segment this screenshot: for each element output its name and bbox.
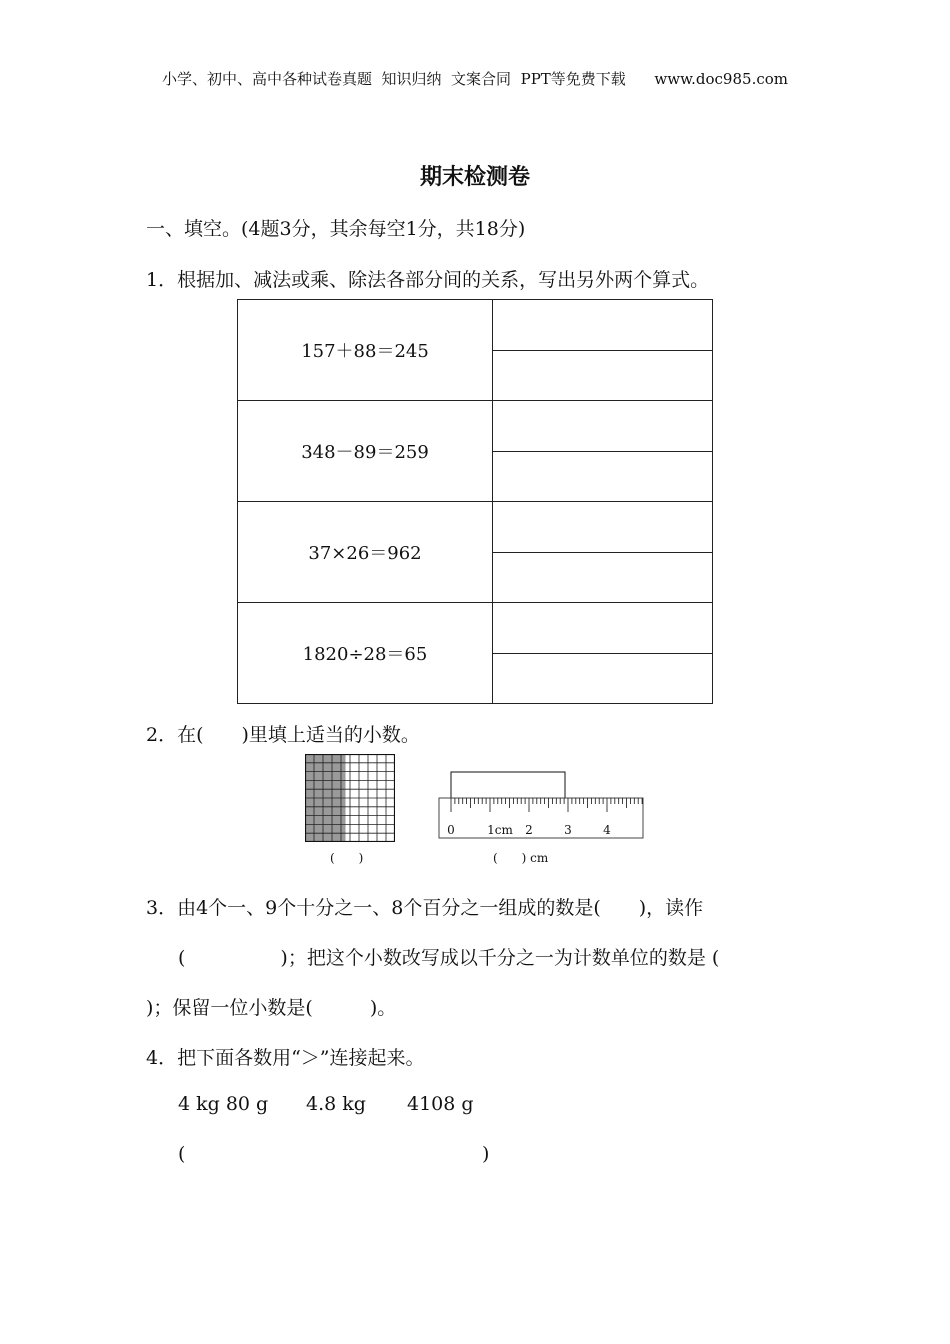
ruler-label: 0 [447,823,455,837]
answer-blank[interactable] [493,502,713,553]
ruler-answer-blank[interactable]: ( ) cm [493,851,549,865]
question-1-text: 1．根据加、减法或乘、除法各部分间的关系，写出另外两个算式。 [146,269,710,291]
answer-blank[interactable] [493,300,713,351]
ruler-label: 4 [603,823,611,837]
page-title: 期末检测卷 [419,165,530,190]
quantity-item: 4.8 kg [306,1093,366,1115]
quantity-item: 4108 g [407,1093,474,1115]
expression-cell: 157＋88＝245 [238,300,493,401]
page-header: 小学、初中、高中各种试卷真题 知识归纳 文案合同 PPT等免费下载 www.doc985.com [161,70,788,88]
ruler-label: 1cm [487,823,513,837]
ruler-label: 3 [564,823,572,837]
measured-bar [451,772,565,798]
ruler-figure [437,770,647,842]
answer-blank[interactable] [493,552,713,603]
answer-blank[interactable] [493,603,713,654]
answer-blank[interactable] [493,653,713,704]
answer-open-paren: ( [178,1143,186,1165]
answer-blank[interactable] [493,451,713,502]
question-3-line-3: )；保留一位小数是( )。 [146,997,397,1019]
expression-cell: 37×26＝962 [238,502,493,603]
question-3-line-2: ( )；把这个小数改写成以千分之一为计数单位的数是 ( [178,947,720,969]
ruler-label: 2 [525,823,533,837]
decimal-grid-figure [305,754,395,842]
answer-blank[interactable] [493,350,713,401]
quantity-item: 4 kg 80 g [178,1093,269,1115]
expression-cell: 348－89＝259 [238,401,493,502]
question-4-text: 4．把下面各数用“＞”连接起来。 [146,1047,425,1069]
section-heading: 一、填空。(4题3分，其余每空1分，共18分) [146,218,526,240]
grid-answer-blank[interactable]: ( ) [330,851,364,865]
question-2-text: 2．在( )里填上适当的小数。 [146,724,420,746]
answer-blank[interactable] [493,401,713,452]
calculation-table [237,299,713,704]
expression-cell: 1820÷28＝65 [238,603,493,704]
answer-close-paren: ) [482,1143,490,1165]
question-3-line-1: 3．由4个一、9个十分之一、8个百分之一组成的数是( )，读作 [146,897,704,919]
